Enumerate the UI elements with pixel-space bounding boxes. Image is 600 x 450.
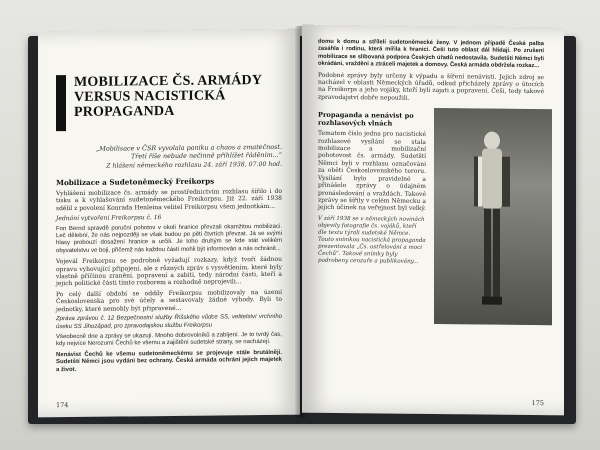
document-quote-emphasis: Nenávist Čechů ke všemu sudetoněmeckému se projevuje stále brutálněji. Sudetští Němci jsou vydáni bez ochrany. Česká armáda ochrání jejich majetek a život. <box>56 349 282 373</box>
document-quote: domu k domu a střílelí sudetoněmecké ženy. V jednom případě Česká palba zasáhla i rodinu, která mířila k hranici. Češi tuto oblast dál hlídají. Po zrušení mobilizace se slibovaná podpora Českých úřadů nedostavila. Sudetští Němci byli okrádáni, vražděni a ztráceli majetek a domovy. Česká armáda obdržela rozkaz... <box>318 38 544 70</box>
paragraph: Tematem číslo jedna pro nacistické rozhlasové vysílání se stala mobilizace a mobilizační pohotovost čs. armády. Sudetští Němci byli v rozhlasu označováni za oběti Československého teroru. Vysílání bylo pravidelné a přinášelo zprávy o údajném pronásledování a vraždách. Takové zprávy se šířily v celém Německu a jejich účinek na veřejnost byl velký. <box>318 130 426 213</box>
title-bar-decoration <box>56 75 66 131</box>
soldier-figure-image <box>470 127 514 317</box>
two-column-layout <box>318 105 544 325</box>
text-column <box>318 105 426 324</box>
document-quote: Všeobecně dne a zprávy se ukazují. Mnoho dobrovolníků a zabíjení. Je to tvrdý čas, kdy nejvíce Nerozumí Čechů ke všemu a zajištění sudetské strany, se nacházejí. <box>56 331 282 348</box>
paragraph: Podobné zprávy byly určeny k výpadu a šíření nenávisti. Jejich zdroj se nacházel v oblasti Německých úřadů, odkud přicházely zprávy o útocích na Freikorps a jeho vojáky, kteří byli zajati a popraveni. Češi, tedy takové zpravodajství dobře nepoužili. <box>318 71 544 102</box>
historical-photo <box>434 108 552 325</box>
motto-source: Z hlášení německého rozhlasu 24. září 1938, 07.00 hod. <box>106 160 282 170</box>
page-number-right: 175 <box>531 399 544 408</box>
chapter-motto: „Mobilisace v ČSR vyvolala paniku a chaos a zmatečnost. Třetí říše nebude nečinně přihlížet řáděním...“ <box>96 142 283 161</box>
paragraph: Vyhlášení mobilizace čs. armády se prostřednictvím rozhlasu šířilo i do tisku a k vyhlašování sudetoněmeckého Freikorpsu. Již 22. září 1938 sdělil z povolení Konrada Henleina velitel Freikorpsu všem jednotkám... <box>56 187 282 212</box>
document-quote: Fon Bernd spravdě poruční pohotov v okolí hranice převzali okamžitou mobilizaci. Leč dělební, že nás nejpozději se však budou po pěti čtvrtích převzat. Já se svými hlasy probouzí dosažení hranice a určili. Je toho druhým se kde stát velikém obyvatelstvu ve boji, přičemž nás každou částí mohli být informován a nás ochránit... <box>56 223 282 255</box>
section-heading: Propaganda a nenávist po rozhlasových vlnách <box>318 111 414 128</box>
chapter-title: MOBILIZACE ČS. ARMÁDY VERSUS NACISTICKÁ PROPAGANDA <box>74 73 262 120</box>
right-page <box>302 25 564 416</box>
document-note: Jednání vytvoření Freikorpsu č. 16 <box>56 214 162 223</box>
left-page <box>38 29 300 418</box>
paragraph: Po celý další období se oddíly Freikorpsu mobilizovaly na území Československa pro své účely a sestavovaly žádné výhody. Byli to jednotky, které nemohly být připravené... <box>56 288 282 313</box>
section-heading: Mobilizace a Sudetoněmecký Freikorps <box>56 176 215 188</box>
page-number-left: 174 <box>56 401 69 410</box>
photo-caption: V září 1938 se v německých novinách objevily fotografie čs. vojáků, kteří dle textu týrali sudetské Němce. Touto snímkou nacistická propaganda prezentovala „Čs. ostřelování a moci Čechů“. Takové snímky byly podrobeny cenzuře a publikovány... <box>318 215 426 265</box>
paragraph: Vojevál Freikorpsu se podrobně vyžadují rozkazy, když tvoří žádnou opravu vyhovující připojení, ale z různých zpráv s vysvětlením, které byly vlastně příčinou zranění, popravení a zabití, tedy národní části, kteří a jejich politické části tímto rozborem a rozhodně neprojevili... <box>56 256 282 288</box>
chapter-title-block <box>56 73 282 131</box>
document-note: Zpráva zprávou č. 12 Bezpečnostní služby Říšského vůdce SS, velitelství vrchního úseku SS Jihozápad, pro zpravodajskou službu Freikorpsu <box>56 313 282 330</box>
